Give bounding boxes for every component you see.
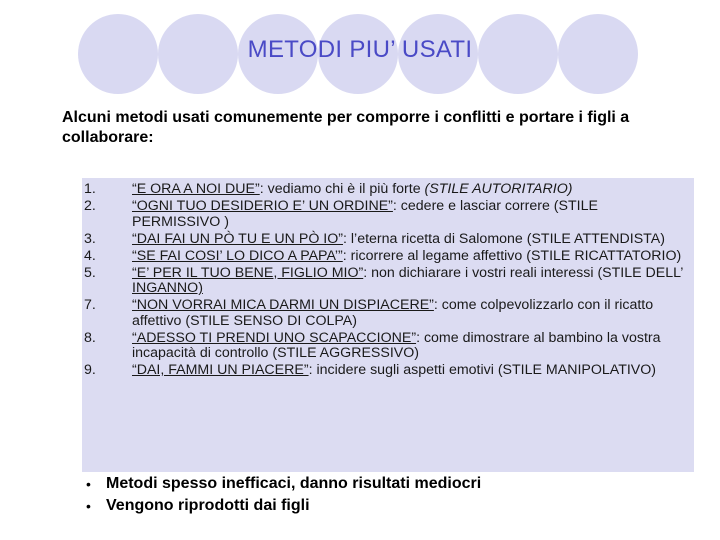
method-quote: “DAI, FAMMI UN PIACERE” (132, 362, 309, 378)
method-tail: INGANNO) (132, 280, 203, 296)
method-number: 8. (84, 329, 96, 346)
method-item (84, 199, 690, 230)
method-number: 3. (84, 230, 96, 247)
summary-text: Metodi spesso inefficaci, danno risultati mediocri (106, 475, 482, 492)
summary-text: Vengono riprodotti dai figli (106, 497, 310, 514)
intro-text: Alcuni metodi usati comunemente per comporre i conflitti e portare i figli a collaborare: (62, 109, 630, 146)
method-item (84, 266, 690, 297)
method-item (84, 331, 690, 362)
summary-item (84, 495, 481, 517)
method-style: (STILE AUTORITARIO) (424, 181, 573, 197)
method-description: : vediamo chi è il più forte (259, 181, 425, 197)
summary-list (84, 473, 481, 517)
method-description: : cedere e lasciar correre (STILE PERMISSIVO ) (132, 198, 598, 230)
methods-list (84, 182, 690, 380)
method-description: : incidere sugli aspetti emotivi (STILE MANIPOLATIVO) (308, 362, 657, 378)
bullet-icon: • (86, 476, 91, 492)
method-item (84, 363, 690, 379)
method-number: 9. (84, 362, 96, 378)
method-description: : come colpevolizzarlo con il ricatto affettivo (STILE SENSO DI COLPA) (132, 297, 654, 329)
method-quote: “ADESSO TI PRENDI UNO SCAPACCIONE” (132, 329, 417, 346)
method-item (84, 249, 690, 265)
method-number: 4. (84, 247, 96, 264)
method-number: 5. (84, 264, 96, 281)
method-quote: “SE FAI COSI’ LO DICO A PAPA’” (132, 247, 343, 264)
method-quote: “E’ PER IL TUO BENE, FIGLIO MIO” (132, 264, 364, 281)
method-number: 2. (84, 198, 96, 214)
slide-title: METODI PIU’ USATI (247, 36, 473, 63)
method-item (84, 232, 690, 248)
method-quote: “E ORA A NOI DUE” (132, 181, 260, 197)
method-description: : ricorrere al legame affettivo (STILE RICATTATORIO) (342, 247, 682, 264)
method-item (84, 182, 690, 198)
summary-item (84, 473, 481, 495)
method-description: : non dichiarare i vostri reali interessi (STILE DELL’ (363, 264, 683, 281)
method-quote: “NON VORRAI MICA DARMI UN DISPIACERE” (132, 297, 434, 313)
method-number: 1. (84, 181, 96, 197)
method-quote: “OGNI TUO DESIDERIO E’ UN ORDINE” (132, 198, 393, 214)
method-description: : l’eterna ricetta di Salomone (STILE ATTENDISTA) (343, 230, 665, 247)
method-number: 7. (84, 297, 96, 313)
bullet-icon: • (86, 498, 91, 514)
method-item (84, 298, 690, 329)
method-description: : come dimostrare al bambino la vostra incapacità di controllo (STILE AGGRESSIVO) (132, 329, 661, 361)
method-quote: “DAI FAI UN PÒ TU E UN PÒ IO” (132, 230, 343, 247)
